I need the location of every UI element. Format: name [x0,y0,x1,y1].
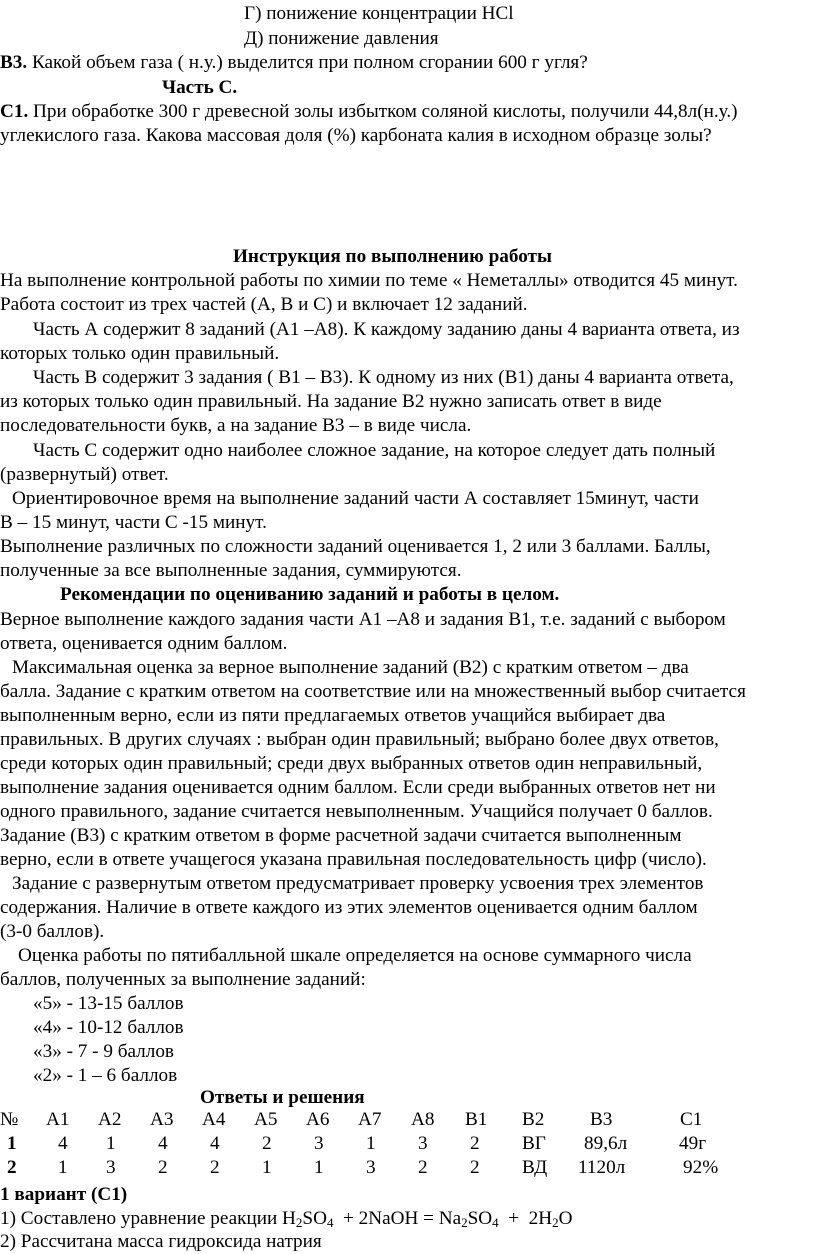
recommendations-line: Верное выполнение каждого задания части А1 –А8 и задания В1, т.е. заданий с выбором [0,609,726,630]
variant1-step1-prefix: 1) Составлено уравнение реакции H [0,1208,296,1229]
answers-cell: 2 [470,1133,480,1154]
answers-cell: 2 [158,1157,168,1178]
equation-subscript: 2 [461,1215,468,1230]
equation-part: SO [467,1208,493,1229]
instructions-line: Часть В содержит 3 задания ( В1 – В3). К одному из них (В1) даны 4 варианта ответа, [33,367,734,388]
answers-cell: 1 [314,1157,324,1178]
equation-part: O [558,1208,573,1229]
answers-cell: 92% [683,1157,719,1178]
question-b3-label: В3. [0,52,28,73]
instructions-line: (развернутый) ответ. [0,464,169,485]
answers-row [0,1156,816,1180]
answers-header-cell: С1 [680,1109,703,1130]
answers-header-cell: А6 [306,1109,330,1130]
recommendations-line: Максимальная оценка за верное выполнение заданий (В2) с кратким ответом – два [12,657,689,678]
recommendations-line: верно, если в ответе учащегося указана правильная последовательность цифр (число). [0,849,707,870]
equation-part: + 2NaOH = Na [333,1208,462,1229]
recommendations-line: балла. Задание с кратким ответом на соответствие или на множественный выбор считается [0,681,746,702]
instructions-line: На выполнение контрольной работы по химии по теме « Неметаллы» отводится 45 минут. [0,270,738,291]
recommendations-line: ответа, оценивается одним баллом. [0,633,288,654]
answers-header-cell: А7 [358,1109,382,1130]
answers-header-cell: А3 [150,1109,174,1130]
answers-cell: 3 [106,1157,116,1178]
answers-cell: 3 [314,1133,324,1154]
answers-variant-number: 1 [7,1133,17,1154]
answers-cell: 4 [158,1133,168,1154]
question-b3 [0,51,588,75]
recommendations-line: среди которых один правильный; среди двух выбранных ответов один неправильный, [0,753,703,774]
answers-header-cell: В1 [465,1109,488,1130]
grade-line: «5» - 13-15 баллов [33,993,184,1014]
instructions-line: Ориентировочное время на выполнение заданий части А составляет 15минут, части [12,488,699,509]
answers-row [0,1132,816,1156]
answers-cell: 4 [58,1133,68,1154]
question-b3-text: Какой объем газа ( н.у.) выделится при полном сгорании 600 г угля? [27,52,588,73]
answers-cell: 1120л [578,1157,626,1178]
question-c1-line1 [0,100,738,124]
option-d: Д) понижение давления [244,28,439,49]
answers-header-cell: А4 [202,1109,226,1130]
equation-subscript: 4 [326,1215,334,1230]
answers-cell: ВГ [522,1133,546,1154]
recommendations-line: Задание (В3) с кратким ответом в форме расчетной задачи считается выполненным [0,825,682,846]
instructions-line: Работа состоит из трех частей (А, В и С) и включает 12 заданий. [0,294,528,315]
question-c1-label: С1. [0,101,29,122]
recommendations-line: Оценка работы по пятибалльной шкале определяется на основе суммарного числа [18,945,692,966]
recommendations-line: выполнение задания оценивается одним баллом. Если среди выбранных ответов нет ни [0,777,716,798]
answers-cell: 2 [470,1157,480,1178]
answers-cell: 2 [210,1157,220,1178]
instructions-line: полученные за все выполненные задания, суммируются. [0,560,462,581]
instructions-heading: Инструкция по выполнению работы [233,246,552,267]
answers-cell: 3 [366,1157,376,1178]
answers-cell: ВД [522,1157,548,1178]
answers-header-cell: В2 [522,1109,545,1130]
answers-cell: 1 [58,1157,68,1178]
instructions-line: Часть А содержит 8 заданий (А1 –А8). К каждому заданию даны 4 варианта ответа, из [33,319,740,340]
recommendations-line: выполненным верно, если из пяти предлагаемых ответов учащийся выбирает два [0,705,666,726]
answers-cell: 3 [418,1133,428,1154]
answers-heading: Ответы и решения [200,1087,365,1108]
instructions-line: последовательности букв, а на задание В3 – в виде числа. [0,415,472,436]
answers-cell: 1 [106,1133,116,1154]
variant1-heading: 1 вариант (С1) [0,1184,128,1205]
answers-header-cell: А1 [46,1109,70,1130]
option-g: Г) понижение концентрации HCl [244,3,514,24]
answers-cell: 89,6л [584,1133,628,1154]
answers-cell: 49г [679,1133,707,1154]
answers-cell: 1 [366,1133,376,1154]
answers-variant-number: 2 [7,1157,17,1178]
recommendations-line: содержания. Наличие в ответе каждого из этих элементов оценивается одним баллом [0,897,698,918]
answers-header-cell: № [0,1109,19,1130]
equation-part: + 2H [498,1208,553,1229]
variant1-step2: 2) Рассчитана масса гидроксида натрия [0,1231,322,1252]
answers-table [0,1108,816,1180]
answers-cell: 2 [262,1133,272,1154]
answers-header-cell: В3 [590,1109,613,1130]
instructions-line: В – 15 минут, части С -15 минут. [0,512,267,533]
instructions-line: Часть С содержит одно наиболее сложное задание, на которое следует дать полный [33,440,716,461]
instructions-line: которых только один правильный. [0,343,280,364]
recommendations-line: правильных. В других случаях : выбран один правильный; выбрано более двух ответов, [0,729,719,750]
instructions-line: из которых только один правильный. На задание В2 нужно записать ответ в виде [0,391,662,412]
answers-cell: 1 [262,1157,272,1178]
answers-header-cell: А2 [98,1109,122,1130]
part-c-heading: Часть С. [162,77,238,98]
answers-header-cell: А5 [254,1109,278,1130]
variant1-step1 [0,1207,572,1231]
equation-subscript: 2 [295,1215,303,1230]
recommendations-heading: Рекомендации по оцениванию заданий и работы в целом. [60,584,560,605]
answers-header-cell: А8 [411,1109,435,1130]
answers-header-row [0,1108,816,1132]
question-c1-text: При обработке 300 г древесной золы избытком соляной кислоты, получили 44,8л(н.у.) [28,101,738,122]
recommendations-line: одного правильного, задание считается невыполненным. Учащийся получает 0 баллов. [0,801,713,822]
answers-cell: 4 [210,1133,220,1154]
recommendations-line: (3-0 баллов). [0,921,105,942]
equation-subscript: 4 [492,1215,499,1230]
grade-line: «2» - 1 – 6 баллов [33,1065,178,1086]
grade-line: «3» - 7 - 9 баллов [33,1041,174,1062]
recommendations-line: Задание с развернутым ответом предусматривает проверку усвоения трех элементов [12,873,704,894]
instructions-line: Выполнение различных по сложности заданий оценивается 1, 2 или 3 баллами. Баллы, [0,536,711,557]
recommendations-line: баллов, полученных за выполнение заданий: [0,969,366,990]
equation-part: SO [302,1208,327,1229]
question-c1-line2: углекислого газа. Какова массовая доля (%) карбоната калия в исходном образце золы? [0,125,712,146]
equation-subscript: 2 [552,1215,559,1230]
grade-line: «4» - 10-12 баллов [33,1017,184,1038]
answers-cell: 2 [418,1157,428,1178]
